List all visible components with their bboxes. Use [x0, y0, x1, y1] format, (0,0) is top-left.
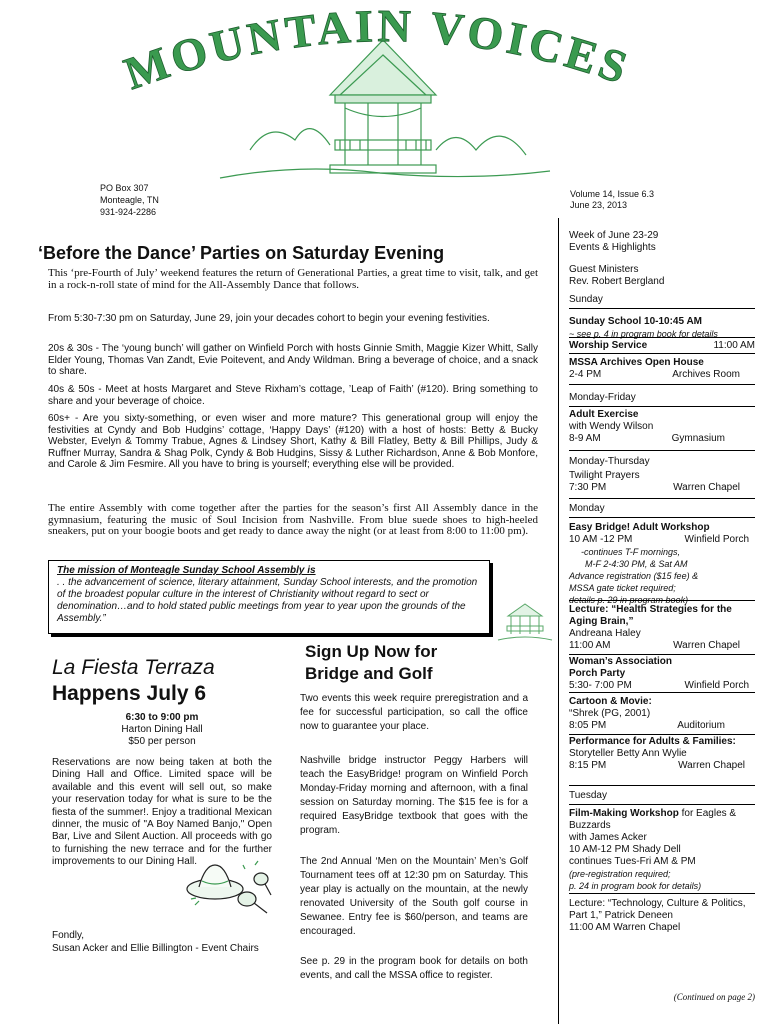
golf-paragraph: The 2nd Annual ‘Men on the Mountain’ Men’s Golf Tournament tees off at 12:30 pm on Saturday. This year play is actually on the mountain, at the newly renovated University of the South golf course in Sewanee. Entry fee is $60/person, and teams are encouraged.	[300, 856, 528, 937]
event-note: ~ see p. 4 in program book for details	[569, 329, 718, 339]
event-time: 5:30- 7:00 PM	[569, 680, 632, 691]
mission-text: . . the advancement of science, literary attainment, Sunday School interests, and the promotion of the broadest popular culture in the interest of Christianity without regard to sect or denomination…and to hold stated public meetings from year to year upon the grounds of the Assembly.”	[57, 577, 478, 624]
day-heading-monday-thursday: Monday-Thursday	[569, 456, 650, 467]
gazebo-logo	[496, 600, 554, 644]
address-line: PO Box 307	[100, 183, 149, 193]
event-title: Porch Party	[569, 668, 626, 679]
golf-title-line2: Bridge and Golf	[305, 664, 433, 683]
fiesta-title-line1: La Fiesta Terraza	[52, 656, 215, 679]
event-time: 11:00 AM	[713, 340, 755, 351]
event-note: M-F 2-4:30 PM, & Sat AM	[585, 559, 688, 569]
event-note: continues Tues-Fri AM & PM	[569, 856, 696, 867]
guest-label: Guest Ministers	[569, 264, 639, 275]
sombrero-maracas-icon	[185, 855, 275, 917]
article-paragraph: 20s & 30s - The ‘young bunch’ will gather on Winfield Porch with hosts Ginnie Smith, Maggie Kizer Whitt, Sally Elder Young, Thomas Van Zandt, Evie Poitevent, and Andy Wildman. Bring a beverage of choice, and a snack to share.	[48, 343, 538, 377]
events-sidebar	[558, 218, 759, 1024]
event-time: 8:15 PM	[569, 760, 607, 771]
event-place: Warren Chapel	[673, 482, 740, 493]
article-title: ‘Before the Dance’ Parties on Saturday Evening	[38, 243, 445, 263]
event-host: with Wendy Wilson	[569, 421, 654, 432]
golf-title-line1: Sign Up Now for	[305, 642, 438, 661]
phone-line: 931-924-2286	[100, 207, 157, 217]
issue-date: June 23, 2013	[570, 200, 628, 210]
event-title: Cartoon & Movie:	[569, 696, 652, 707]
fiesta-place: Harton Dining Hall	[121, 724, 203, 735]
event-time: 7:30 PM	[569, 482, 607, 493]
sidebar-heading	[569, 230, 755, 254]
event-place: Auditorium	[677, 720, 725, 731]
article-paragraph: The entire Assembly with come together after the parties for the season’s first All Assembly dance in the gymnasium, featuring the music of Soul Incision from Nashville. From blue suede shoes to high-heeled sneakers, put on your boogie boots and get ready to dance away the night (or at least from 8:00 to 11:00 pm).	[48, 502, 538, 537]
event-title: Worship Service	[569, 340, 648, 351]
event-performer: Storyteller Betty Ann Wylie	[569, 748, 687, 759]
event-title: Easy Bridge! Adult Workshop	[569, 522, 710, 533]
event-title: Performance for Adults & Families:	[569, 736, 736, 747]
continued-note: (Continued on page 2)	[673, 992, 755, 1002]
event-time: 11:00 AM Warren Chapel	[569, 922, 681, 933]
event-worship	[569, 340, 755, 352]
event-time: 10 AM-12 PM Shady Dell	[569, 844, 681, 855]
fiesta-title-line2: Happens July 6	[52, 682, 207, 705]
day-heading-sunday: Sunday	[569, 294, 603, 305]
golf-paragraph: Two events this week require preregistration and a fee for successful participation, so call the office now to guarantee your place.	[300, 693, 528, 732]
article-paragraph: From 5:30-7:30 pm on Saturday, June 29, join your decades cohort to begin your evening festivities.	[48, 313, 490, 324]
event-place: Winfield Porch	[684, 680, 749, 691]
event-time: 10 AM -12 PM	[569, 534, 633, 545]
event-archives	[569, 357, 755, 381]
event-title: Film-Making Workshop	[569, 808, 679, 819]
event-place: Warren Chapel	[678, 760, 745, 771]
event-cartoon-movie	[569, 696, 755, 732]
event-title: Twilight Prayers	[569, 470, 640, 481]
masthead-banner	[0, 0, 770, 185]
signers: Susan Acker and Ellie Billington - Event Chairs	[52, 942, 259, 954]
event-title: Lecture: “Health Strategies for the Aging Brain,”	[569, 604, 732, 627]
sidebar-heading-events: Events & Highlights	[569, 242, 656, 253]
event-title: Lecture: “Technology, Culture & Politics, Part 1,” Patrick Deneen	[569, 898, 746, 921]
event-lecture-technology	[569, 898, 755, 934]
golf-paragraph: Nashville bridge instructor Peggy Harbers will teach the EasyBridge! program on Winfield Porch Monday-Friday morning and afternoon, with a final session on Saturday morning. The $15 fee is for a required EasyBridge textbook that goes with the program.	[300, 755, 528, 836]
fiesta-details	[52, 712, 272, 748]
event-time: 8:05 PM	[569, 720, 607, 731]
golf-paragraph: See p. 29 in the program book for details on both events, and call the MSSA office to register.	[300, 956, 528, 981]
address-line: Monteagle, TN	[100, 195, 159, 205]
golf-title	[305, 641, 545, 685]
event-note: MSSA gate ticket required;	[569, 583, 676, 593]
fiesta-title	[52, 655, 292, 707]
mission-box	[48, 560, 490, 634]
event-audience: for Eagles & Buzzards	[569, 808, 737, 831]
event-host: with James Acker	[569, 832, 647, 843]
closing: Fondly,	[52, 930, 85, 941]
volume-issue: Volume 14, Issue 6.3	[570, 189, 655, 199]
event-note: Advance registration ($15 fee) &	[569, 571, 699, 581]
day-heading-tuesday: Tuesday	[569, 790, 607, 801]
event-place: Winfield Porch	[684, 534, 749, 545]
event-lecture-aging-brain	[569, 604, 755, 652]
event-film-workshop	[569, 808, 755, 892]
day-heading-monday-friday: Monday-Friday	[569, 392, 636, 403]
fiesta-time: 6:30 to 9:00 pm	[125, 712, 199, 723]
event-note: -continues T-F mornings,	[581, 547, 681, 557]
event-title: Adult Exercise	[569, 409, 639, 420]
fiesta-price: $50 per person	[128, 736, 196, 747]
event-porch-party	[569, 656, 755, 692]
sidebar-heading-week: Week of June 23-29	[569, 230, 659, 241]
event-twilight-prayers	[569, 470, 755, 494]
article-paragraph: This ‘pre-Fourth of July’ weekend features the return of Generational Parties, a great time to visit, talk, and get in a rock-n-roll state of mind for the All-Assembly Dance that follows.	[48, 267, 538, 291]
address-block	[100, 182, 159, 218]
event-performance	[569, 736, 755, 772]
event-place: Archives Room	[672, 369, 740, 380]
event-film: “Shrek (PG, 2001)	[569, 708, 651, 719]
event-easy-bridge	[569, 522, 755, 606]
event-time: 2-4 PM	[569, 369, 602, 380]
article-paragraph: 40s & 50s - Meet at hosts Margaret and Steve Rixham’s cottage, ’Leap of Faith’ (#120). Bring something to share and your beverage of choice.	[48, 384, 538, 407]
day-heading-monday: Monday	[569, 503, 605, 514]
event-speaker: Andreana Haley	[569, 628, 641, 639]
event-time: 8-9 AM	[569, 433, 601, 444]
guest-ministers	[569, 264, 755, 288]
event-title: MSSA Archives Open House	[569, 357, 704, 368]
event-note: p. 24 in program book for details)	[569, 881, 702, 891]
masthead-title: MOUNTAIN VOICES	[117, 0, 638, 100]
fiesta-body: Reservations are now being taken at both the Dining Hall and Office. Limited space will be available and this event will sell out, so make your reservation today for what is sure to be the fiesta of the summer!. Enjoy a traditional Mexican dinner, the music of "A Boy Named Banjo," Open Bar, Live and Silent Auction. All proceeds with go to furnishing the new terrace and for the further improvements to our Dining Hall.	[52, 757, 272, 868]
fiesta-signoff	[52, 930, 282, 955]
event-note: (pre-registration required;	[569, 869, 671, 879]
event-title: Sunday School 10-10:45 AM	[569, 316, 702, 327]
event-note: details p. 29 in program book)	[569, 595, 689, 605]
event-place: Warren Chapel	[673, 640, 740, 651]
mission-title: The mission of Monteagle Sunday School Assembly is	[57, 565, 316, 576]
issue-info	[570, 189, 654, 211]
event-time: 11:00 AM	[569, 640, 611, 651]
guest-name: Rev. Robert Bergland	[569, 276, 665, 287]
article-paragraph: 60s+ - Are you sixty-something, or even wiser and more mature? This generational group will enjoy the festivities at Cyndy and Bob Hudgins’ cottage, ‘Happy Days’ (#120) with a host of hosts: Betty & Bucky Webster, Evelyn & Tommy Trabue, Agnes & Lindsey Short, Kathy & Bill Flatley, Betty & Bill Phillips, Judy & Ruffner Murray, Sandra & Shag Polk, Cyndy & Bob Hudgins, Sissy & Luther Richardson, Anne & Bob Monfore, and Carole & Jim Fesmire. All you have to bring is yourself; everything else will be provided.	[48, 413, 538, 470]
event-place: Gymnasium	[671, 433, 725, 444]
event-adult-exercise	[569, 409, 755, 445]
event-org: Woman’s Association	[569, 656, 672, 667]
